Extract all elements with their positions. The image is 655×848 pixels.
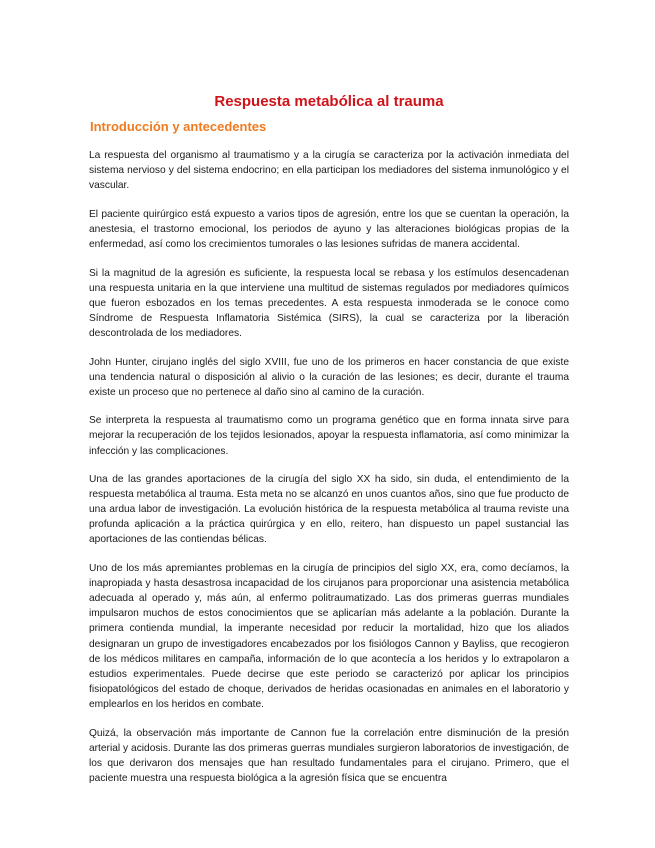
paragraph-8: Quizá, la observación más importante de Cannon fue la correlación entre disminución de la presión arterial y acidosis. Durante las dos primeras guerras mundiales surgieron laboratorios de investigación, de los que derivaron dos mensajes que han resultado fundamentales para el cirujano. Primero, que el paciente muestra una respuesta biológica a la agresión física que se encuentra bbox=[89, 727, 569, 784]
paragraph-4: John Hunter, cirujano inglés del siglo XVIII, fue uno de los primeros en hacer constancia de que existe una tendencia natural o disposición al alivio o la curación de las lesiones; es decir, durante el trauma existe un proceso que no pertenece al daño sino al camino de la curación. bbox=[89, 356, 569, 398]
paragraph-3: Si la magnitud de la agresión es suficiente, la respuesta local se rebasa y los estímulos desencadenan una respuesta unitaria en la que interviene una multitud de sistemas regulados por mediadores químicos que fueron esbozados en los temas precedentes. A esta respuesta inmoderada se le conoce como Síndrome de Respuesta Inflamatoria Sistémica (SIRS), la cual se caracteriza por la liberación descontrolada de los mediadores. bbox=[89, 267, 569, 339]
document-title: Respuesta metabólica al trauma bbox=[214, 93, 444, 110]
paragraph-1: La respuesta del organismo al traumatismo y a la cirugía se caracteriza por la activación inmediata del sistema nervioso y del sistema endocrino; en ella participan los mediadores del sistema inmunológico y el vascular. bbox=[89, 150, 569, 192]
paragraph-5: Se interpreta la respuesta al traumatismo como un programa genético que en forma innata sirve para mejorar la recuperación de los tejidos lesionados, apoyar la respuesta inflamatoria, así como minimizar la infección y las complicaciones. bbox=[89, 415, 569, 457]
section-heading: Introducción y antecedentes bbox=[90, 119, 267, 134]
paragraph-6: Una de las grandes aportaciones de la cirugía del siglo XX ha sido, sin duda, el entendimiento de la respuesta metabólica al trauma. Esta meta no se alcanzó en unos cuantos años, sino que fue producto de una ardua labor de investigación. La evolución histórica de la respuesta metabólica al trauma reviste una profunda aplicación a la práctica quirúrgica y en ello, reitero, han dispuesto un papel sustancial las aportaciones de las contiendas bélicas. bbox=[89, 474, 569, 546]
paragraph-7: Uno de los más apremiantes problemas en la cirugía de principios del siglo XX, era, como decíamos, la inapropiada y hasta desastrosa incapacidad de los cirujanos para proporcionar una asistencia metabólica adecuada al operado y, más aún, al enfermo politraumatizado. Las dos primeras guerras mundiales impulsaron muchos de estos conocimientos que se aplicarían más adelante a la población. Durante la primera contienda mundial, la imperante necesidad por reducir la mortalidad, hizo que los aliados designaran un grupo de investigadores encabezados por los fisiólogos Cannon y Bayliss, que recogieron de los médicos militares en campaña, información de lo que acontecía a los heridos y lo extrapolaron a estudios experimentales. Puede decirse que este periodo se caracterizó por aplicar los principios fisiopatológicos del estado de choque, derivados de heridas ocasionadas en animales en el laboratorio y emplearlos en los heridos en combate. bbox=[89, 563, 569, 710]
paragraph-2: El paciente quirúrgico está expuesto a varios tipos de agresión, entre los que se cuentan la operación, la anestesia, el trastorno emocional, los periodos de ayuno y las alteraciones biológicas propias de la enfermedad, así como los crecimientos tumorales o las lesiones sufridas de manera accidental. bbox=[89, 208, 569, 250]
